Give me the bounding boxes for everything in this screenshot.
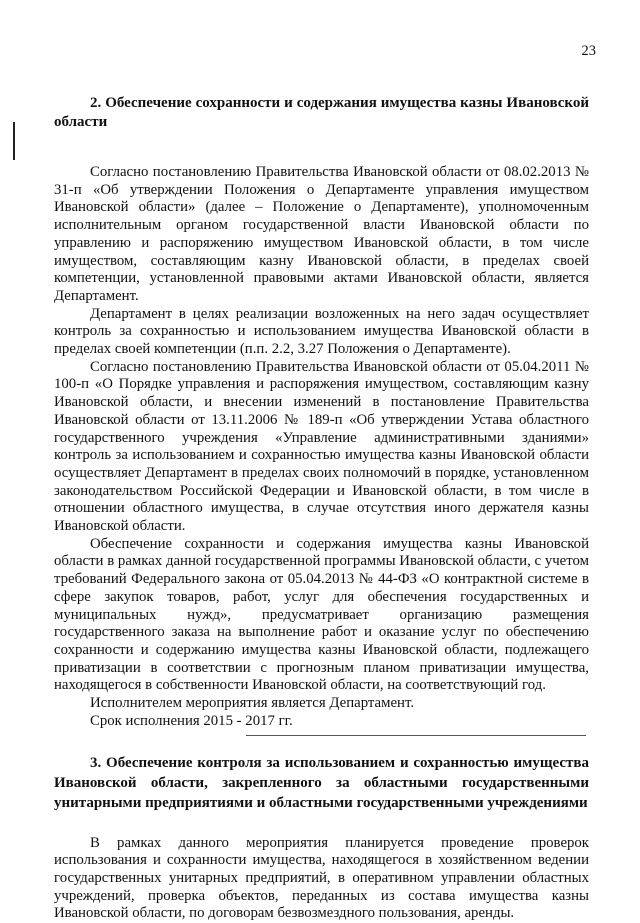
document-body (54, 94, 589, 923)
heading-underline (246, 735, 586, 736)
section-2 (54, 94, 589, 731)
section-2-paragraph-2: Департамент в целях реализации возложенных на него задач осуществляет контроль за сохранностью и использованием имущества Ивановской области в пределах своей компетенции (п.п. 2.2, 3.27 Положения о Департаменте). (54, 306, 589, 359)
section-3 (54, 753, 589, 923)
section-2-executor: Исполнителем мероприятия является Департамент. (54, 695, 589, 713)
section-2-paragraph-3: Согласно постановлению Правительства Ивановской области от 05.04.2011 № 100-п «О Порядке управления и распоряжения имуществом, составляющим казну Ивановской области, и внесении изменений в постановление Правительства Ивановской области от 13.11.2006 № 189-п «Об утверждении Устава областного государственного учреждения «Управление административными зданиями» контроль за использованием и сохранностью имущества казны Ивановской области осуществляет Департамент в пределах своих полномочий в порядке, установленном законодательством Российской Федерации и Ивановской области, в том числе в отношении областного имущества, в случае отсутствия иного держателя казны Ивановской области. (54, 359, 589, 536)
section-3-heading: 3. Обеспечение контроля за использованием и сохранностью имущества Ивановской области, закрепленного за областными государственными унитарными предприятиями и областными государственными учреждениями (54, 753, 589, 813)
section-2-paragraph-1: Согласно постановлению Правительства Ивановской области от 08.02.2013 № 31-п «Об утверждении Положения о Департаменте управления имуществом Ивановской области» (далее – Положение о Департаменте), уполномоченным исполнительным органом государственной власти Ивановской области по управлению и распоряжению имуществом Ивановской области, в том числе имуществом, составляющим казну Ивановской области, в пределах своей компетенции, установленной правовыми актами Ивановской области, является Департамент. (54, 164, 589, 306)
section-3-text (54, 835, 589, 923)
section-2-text (54, 164, 589, 731)
section-2-deadline: Срок исполнения 2015 - 2017 гг. (54, 713, 589, 731)
section-2-heading: 2. Обеспечение сохранности и содержания имущества казны Ивановской области (54, 94, 589, 132)
section-2-paragraph-4: Обеспечение сохранности и содержания имущества казны Ивановской области в рамках данной государственной программы Ивановской области, с учетом требований Федерального закона от 05.04.2013 № 44-ФЗ «О контрактной системе в сфере закупок товаров, работ, услуг для обеспечения государственных и муниципальных нужд», предусматривает организацию размещения государственного заказа на выполнение работ и оказание услуг по обеспечению сохранности и содержанию имущества казны Ивановской области, подлежащего приватизации в соответствии с прогнозным планом приватизации имущества, находящегося в собственности Ивановской области, на соответствующий год. (54, 536, 589, 695)
section-3-paragraph-1: В рамках данного мероприятия планируется проведение проверок использования и сохранности имущества, находящегося в хозяйственном ведении государственных унитарных предприятий, в оперативном управлении областных учреждений, проверка объектов, переданных из состава имущества казны Ивановской области, по договорам безвозмездного пользования, аренды. (54, 835, 589, 923)
margin-mark (13, 122, 15, 160)
page-number: 23 (560, 43, 596, 60)
